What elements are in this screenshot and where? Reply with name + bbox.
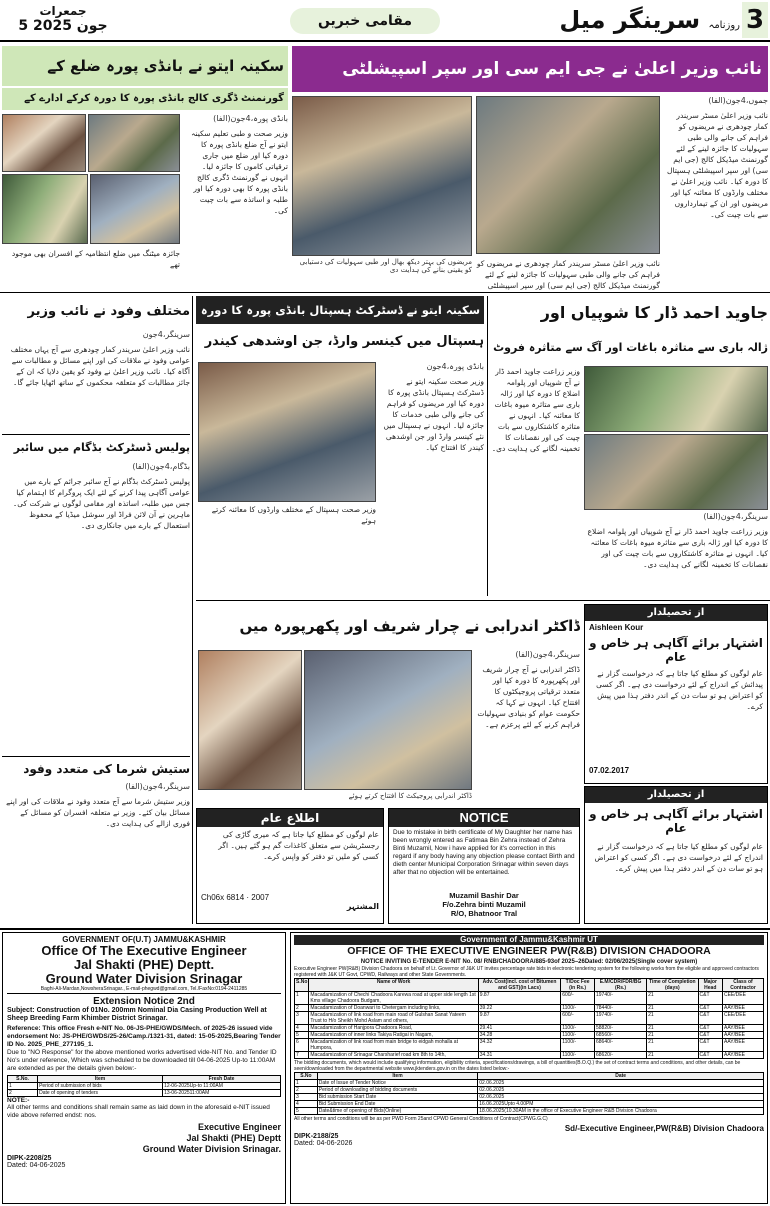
ad-js-table-header-1: Item xyxy=(38,1076,163,1083)
ad-js-table xyxy=(7,1075,281,1097)
ad-pwd-works-cell: 29.41 xyxy=(478,1025,560,1032)
body-police: پولیس ڈسٹرکٹ بڈگام نے آج سائبر جرائم کے بارے میں عوامی آگاہی پیدا کرنے کے لئے ایک پروگرام کا اہتمام کیا جس میں طلبہ، اساتذہ اور مقامی لوگوں نے شرکت کی۔ ماہرین نے آن لائن فراڈ اور سوشل میڈیا کے محفوظ استعمال کے بارے میں جانکاری دی۔ xyxy=(12,477,190,530)
ad-pwd-works-cell: 1100/- xyxy=(561,1005,595,1012)
ad-pwd-dates-cell: 3 xyxy=(295,1094,318,1101)
body-sakina-hospital: وزیر صحت سکینہ ایتو نے ڈسٹرکٹ ہسپتال بانڈی پورہ کا دورہ کیا اور مریضوں کو فراہم کی جانے والی طبی خدمات کا جائزہ لیا۔ انہوں نے ہسپتال میں نئے کینسر وارڈ اور جن اوشدھی کیندر کا افتتاح کیا۔ xyxy=(383,377,484,452)
ad-pwd-works-cell: 6 xyxy=(295,1039,309,1052)
ad-js-office-2: Jal Shakti (PHE) Deptt. xyxy=(73,957,215,972)
caption-deputy-cm: مریضوں کی بہتر دیکھ بھال اور طبی سہولیات کی دستیابی کو یقینی بنانے کی ہدایت دی xyxy=(299,258,472,274)
ad-pwd-dates-cell: 4 xyxy=(295,1101,318,1108)
ad-pwd-dates-cell: Period of downloading of bidding documents xyxy=(317,1087,478,1094)
ad-ittila-ref-no: Ch06x 6814 xyxy=(201,893,245,902)
ad-js-reference-label: Reference: xyxy=(7,1025,41,1032)
table-row xyxy=(295,1080,764,1087)
ad-js-sig-3: Ground Water Division Srinagar. xyxy=(142,1144,281,1154)
issue-date-text: 5 جون 2025 xyxy=(18,18,108,34)
ad-ittila-ref: Ch06x 6814 · 2007 xyxy=(201,893,270,902)
ad-pwd-works-cell: 58820/- xyxy=(594,1025,646,1032)
ad-pwd-chadoora xyxy=(290,932,768,1204)
ad-pwd-works-cell: 21 xyxy=(647,1032,698,1039)
ad-js-reference xyxy=(7,1025,281,1049)
ad-pwd-works-cell: C&T xyxy=(698,1052,722,1059)
ad-pwd-works-header-3: T/Doc Fee (in Rs.) xyxy=(561,979,595,992)
headline-javid-dar: جاوید احمد ڈار کا شوپیاں اور xyxy=(540,303,768,322)
table-row xyxy=(295,1052,764,1059)
photo-sakina-meeting xyxy=(88,114,180,172)
divider-row-1 xyxy=(0,292,770,293)
ad-pwd-works-cell: 3 xyxy=(295,1012,309,1025)
headline-sakina-hospital: سکینہ ایتو نے ڈسٹرکٹ ہسپتال بانڈی پورہ کا دورہ xyxy=(196,296,484,324)
ad-pwd-intro: Executive Engineer PW(R&B) Division Chadoora on behalf of Lt. Governor of J&K UT invites percentage rate bids in electronic tendering system for the following works from the eligible and approved contractors registered with J&K UT Govt, CPWD, Railways and other State Governments. xyxy=(294,966,759,978)
ad-js-gov: GOVERNMENT OF(U.T) JAMMU&KASHMIR xyxy=(62,935,226,944)
divider-col-centre xyxy=(487,296,488,596)
ad-js-notice-title: Extension Notice 2nd xyxy=(93,996,195,1007)
photo-deputy-cm-hospital-ward xyxy=(476,96,660,254)
ad-pwd-works-cell: AAY/BEE xyxy=(722,1005,763,1012)
byline-andrabi: سرینگر،4جون(الفا) xyxy=(515,650,580,659)
ad-pwd-dates-cell: 02.06.2025 xyxy=(478,1094,764,1101)
body-andrabi: ڈاکٹر اندرابی نے آج چرار شریف اور پکھرپورہ کا دورہ کیا اور متعدد ترقیاتی پروجیکٹوں کا افتتاح کیا۔ انہوں نے کہا کہ حکومت عوام کو بنیادی سہولیات فراہم کرنے کے لئے پرعزم ہے۔ xyxy=(477,665,580,729)
ad-pwd-works-cell: AAY/BEE xyxy=(722,1052,763,1059)
ad-pwd-works-cell: 1100/- xyxy=(561,1032,595,1039)
ad-js-table-header-2: Fresh Date xyxy=(163,1076,281,1083)
ad-pwd-dates-header-2: Date xyxy=(478,1073,764,1080)
ad-pwd-dates-cell: Bid submission Start Date xyxy=(317,1094,478,1101)
table-row xyxy=(295,1039,764,1052)
caption-sakina-hospital: وزیر صحت ہسپتال کے مختلف وارڈوں کا معائنہ کرتے ہوئے xyxy=(211,505,376,525)
ad-pwd-works-cell: C&T xyxy=(698,1005,722,1012)
ad-pwd-works-cell: 78440/- xyxy=(594,1005,646,1012)
ad-js-para: Due to "NO Response" for the above mentioned works advertised vide-NIT No. and Tender ID No's under reference, Which was scheduled to be downloaded till 04-06-2025 Up-to 11:00AM are extended as per the details given below:- xyxy=(7,1049,277,1072)
ad-pwd-works-cell: C&T xyxy=(698,1032,722,1039)
headline-deputy-cm-gmc: نائب وزیر اعلیٰ نے جی ایم سی اور سپر اسپیشلٹی xyxy=(292,46,768,92)
ad-pwd-works-header-0: S.No xyxy=(295,979,309,992)
ad-pwd-works-cell: 21 xyxy=(647,1012,698,1025)
ad-tehsil-2-body: عام لوگوں کو مطلع کیا جاتا ہے کہ درخواست گزار نے اندراج کے لئے درخواست دی ہے۔ اگر کسی کو اعتراض ہو تو سات دن کے اندر دفتر ہذا میں پیش کرے۔ xyxy=(594,842,763,873)
ad-notice xyxy=(388,808,580,924)
ad-pwd-works-cell: 21 xyxy=(647,1005,698,1012)
ad-pwd-works-cell: 5 xyxy=(295,1032,309,1039)
table-row xyxy=(295,1032,764,1039)
ad-js-dated: Dated: 04-06-2025 xyxy=(7,1162,66,1169)
ad-pwd-works-cell: 600/- xyxy=(561,1012,595,1025)
ad-pwd-works-table xyxy=(294,978,764,1059)
ad-pwd-works-header-6: Major Head xyxy=(698,979,722,992)
headline-andrabi: ڈاکٹر اندرابی نے چرار شریف اور پکھرپورہ میں xyxy=(239,617,580,635)
ad-pwd-works-cell: 19740/- xyxy=(594,1012,646,1025)
ad-pwd-works-cell: CEE/DEE xyxy=(722,992,763,1005)
ad-pwd-works-cell: AAY/BEE xyxy=(722,1039,763,1052)
body-javid-dar: وزیر زراعت جاوید احمد ڈار نے آج شوپیاں اور پلوامہ اضلاع کا دورہ کیا اور ژالہ باری سے متاثرہ میوہ باغات کا معائنہ کیا۔ انہوں نے متاثرہ کاشتکاروں سے بات چیت کی اور نقصانات کا تخمینہ لگانے کی ہدایت دی۔ xyxy=(491,367,580,453)
ad-js-note: NOTE:- xyxy=(7,1097,30,1104)
issue-day: جمعرات xyxy=(39,4,87,18)
body-deputy-cm: نائب وزیر اعلیٰ مسٹر سریندر کمار چودھری نے مریضوں کو فراہم کی جانے والی طبی سہولیات کا جائزہ لینے کے لئے گورنمنٹ میڈیکل کالج (جی ایم سی) اور سپر اسپیشلٹی ہسپتال کا دورہ کیا۔ نائب وزیر اعلیٰ نے مختلف وارڈوں کا معائنہ کیا اور مریضوں اور ان کے تیمارداروں سے بات چیت کی۔ xyxy=(667,111,768,219)
paper-prefix: روزنامہ xyxy=(708,20,740,31)
ad-js-subject-text: Construction of 01No. 200mm Nominal Dia Casing Production Well at Sheep Breeding Farm Khimber District Srinagar. xyxy=(7,1007,267,1022)
ad-pwd-works-cell: Macadamization of link road from main road of Gulshan Sanat Yateem Trust to H/o Sheikh Mohd Aslam and others, xyxy=(309,1012,478,1025)
ad-pwd-dated: Dated: 04-06-2026 xyxy=(294,1140,353,1147)
byline-javid-dar: سرینگر،4جون(الفا) xyxy=(703,512,768,521)
headline-satish: ستیش شرما کی متعدد وفود xyxy=(2,756,190,780)
ad-tehsil-1-body: عام لوگوں کو مطلع کیا جاتا ہے کہ درخواست گزار نے پیدائش کے اندراج کے لئے درخواست دی ہے۔ اگر کسی کو اعتراض ہو تو سات دن کے اندر دفتر ہذا میں پیش کرے۔ xyxy=(596,669,763,711)
ad-pwd-works-cell: 34.31 xyxy=(478,1052,560,1059)
ad-pwd-works-cell: 21 xyxy=(647,1039,698,1052)
ad-pwd-dipk: DIPK-2188/25 xyxy=(294,1133,339,1140)
issue-date xyxy=(8,4,118,38)
ad-pwd-works-cell: Macadamization of Doanwari to Chetergam including links, xyxy=(309,1005,478,1012)
ad-pwd-works-cell: 19740/- xyxy=(594,992,646,1005)
table-row xyxy=(295,1087,764,1094)
ad-js-table-cell: 1 xyxy=(8,1083,38,1090)
table-row xyxy=(295,1101,764,1108)
paper-name xyxy=(540,2,740,38)
ad-notice-title: NOTICE xyxy=(389,809,579,827)
ad-pwd-dates-cell: Bid Submission End Date xyxy=(317,1101,478,1108)
ad-tehsil-1-name: Aishleen Kour xyxy=(589,623,644,632)
ad-js-sig-1: Executive Engineer xyxy=(197,1122,281,1132)
ad-pwd-works-cell: 2 xyxy=(295,1005,309,1012)
byline-sakina: بانڈی پورہ،4جون(الفا) xyxy=(213,114,288,123)
table-row xyxy=(295,1025,764,1032)
ad-pwd-works-cell: C&T xyxy=(698,1025,722,1032)
ad-pwd-dates-header-1: Item xyxy=(317,1073,478,1080)
photo-sakina-portrait xyxy=(2,114,86,172)
byline-police: بڈگام،4جون(الفا) xyxy=(132,462,190,471)
table-row xyxy=(8,1083,281,1090)
ad-js-address: Baghi-Ali-Mardan,NowsheraSrinagar., E-mail-phegwd@gmail.com, Tel./FaxNo:0194-2411285 xyxy=(7,986,281,994)
ad-js-sig-2: Jal Shakti (PHE) Deptt xyxy=(186,1133,281,1143)
ad-pwd-works-cell: Macadamization of Hanjpora Chadoora Road, xyxy=(309,1025,478,1032)
ad-pwd-works-header-2: Adv. Cost(incl. cost of Bitumen and GST)(in Lacs) xyxy=(478,979,560,992)
table-row xyxy=(295,1012,764,1025)
ad-js-closing: All other terms and conditions shall remain same as laid down in the aforesaid e-NIT issued vide above referred endst: nos. xyxy=(7,1104,270,1119)
ad-js-subject-label: Subject: xyxy=(7,1007,35,1014)
ad-pwd-office: OFFICE OF THE EXECUTIVE ENGINEER PW(R&B) DIVISION CHADOORA xyxy=(347,945,711,957)
ad-pwd-gov: Government of Jammu&Kashmir UT xyxy=(294,935,764,945)
ad-js-table-cell: 2 xyxy=(8,1090,38,1097)
ad-pwd-dates-cell: 02.06.2025 xyxy=(478,1080,764,1087)
ad-pwd-works-cell: 4 xyxy=(295,1025,309,1032)
table-row xyxy=(295,992,764,1005)
ad-pwd-works-cell: C&T xyxy=(698,1039,722,1052)
ad-pwd-dates-cell: 2 xyxy=(295,1087,318,1094)
paper-title: سرینگر میل xyxy=(559,6,701,34)
divider-row-2 xyxy=(196,600,770,601)
caption-sakina: جائزہ میٹنگ میں ضلع انتظامیہ کے افسران بھی موجود تھے xyxy=(11,249,180,269)
ad-pwd-works-header-1: Name of Work xyxy=(309,979,478,992)
ad-pwd-works-cell: Macadamization of inner links Takiya Ratigai in Nagam, xyxy=(309,1032,478,1039)
ad-pwd-works-cell: AAY/BEE xyxy=(722,1025,763,1032)
byline-satish: سرینگر،4جون(الفا) xyxy=(125,782,190,791)
section-label: مقامی خبریں xyxy=(290,8,440,34)
ad-tehsil-1-date: 07.02.2017 xyxy=(589,766,630,775)
ad-pwd-dates-cell: Date of Issue of Tender Notice xyxy=(317,1080,478,1087)
photo-fruit-mandi xyxy=(584,434,768,510)
subhead-cancer-ward: ہسپتال میں کینسر وارڈ، جن اوشدھی کیندر xyxy=(204,334,484,349)
ad-js-subject xyxy=(7,1007,281,1023)
ad-pwd-dates-cell: Date&time of opening of Bids(Online) xyxy=(317,1108,478,1115)
ad-pwd-works-cell: 68560/- xyxy=(594,1032,646,1039)
ad-ittila-signatory: المشتہر xyxy=(346,902,379,911)
ad-pwd-nit: NOTICE INVITING E-TENDER E-NIT No. 08/ RNB/CHADOORA/885-93of 2025–26Dated: 02/06/2025(Single cover system) xyxy=(360,959,698,965)
ad-js-table-cell: 13-06-202511:00AM xyxy=(163,1090,281,1097)
ad-js-office-3: Ground Water Division Srinagar xyxy=(45,971,243,986)
ad-ittila-year: 2007 xyxy=(251,893,270,902)
ad-pwd-works-cell: 1100/- xyxy=(561,1052,595,1059)
photo-hospital-visit xyxy=(198,362,376,502)
photo-andrabi-elders xyxy=(198,650,302,790)
ad-tehsil-2-header: از تحصیلدار xyxy=(585,787,767,803)
ad-pwd-works-cell: 7 xyxy=(295,1052,309,1059)
ad-pwd-works-cell: 39.22 xyxy=(478,1005,560,1012)
ad-pwd-works-cell: 34.28 xyxy=(478,1032,560,1039)
ad-pwd-works-cell: 1100/- xyxy=(561,1039,595,1052)
ad-pwd-footer: All other terms and conditions will be as per PWD Form 25and CPWD General Conditions of Contract(CPWG.G.C) xyxy=(294,1116,548,1122)
table-row xyxy=(295,1094,764,1101)
photo-andrabi-inauguration xyxy=(304,650,472,790)
ad-pwd-works-cell: C&T xyxy=(698,1012,722,1025)
byline-delegations: سرینگر،4جون xyxy=(142,330,190,339)
masthead xyxy=(0,0,770,42)
ad-pwd-dates-cell: 5 xyxy=(295,1108,318,1115)
photo-sakina-classroom xyxy=(2,174,88,244)
ad-pwd-works-cell: 9.87 xyxy=(478,992,560,1005)
ad-pwd-sig: Sd/-Executive Engineer,PW(R&B) Division Chadoora xyxy=(564,1124,764,1133)
ad-pwd-dates-cell: 16.06.2025Upto 4.00PM xyxy=(478,1101,764,1108)
ad-tehsil-1 xyxy=(584,604,768,784)
ad-js-office-1: Office Of The Executive Engineer xyxy=(41,943,247,958)
photo-orchard-visit xyxy=(584,366,768,432)
headline-sakina-bandipora: سکینہ ایتو نے بانڈی پورہ ضلع کے xyxy=(2,46,288,86)
ad-pwd-dates-table xyxy=(294,1072,764,1115)
ad-pwd-works-cell: 21 xyxy=(647,992,698,1005)
table-row xyxy=(295,1108,764,1115)
ad-ittila-aam xyxy=(196,808,384,924)
body-deputy-cm-cont: نائب وزیر اعلیٰ مسٹر سریندر کمار چودھری نے مریضوں کو فراہم کی جانے والی طبی سہولیات کا جائزہ لینے کے لئے گورنمنٹ میڈیکل کالج (جی ایم سی) اور سپر اسپیشلٹی xyxy=(476,259,660,290)
divider-col-left xyxy=(192,296,193,924)
ad-tehsil-2 xyxy=(584,786,768,924)
ad-notice-sig-2: F/o.Zehra binti Muzamil xyxy=(442,900,526,909)
ad-pwd-works-header-7: Class of Contractor xyxy=(722,979,763,992)
ad-pwd-works-cell: C&T xyxy=(698,992,722,1005)
ad-pwd-works-cell: 34.32 xyxy=(478,1039,560,1052)
ad-pwd-works-cell: 68620/- xyxy=(594,1052,646,1059)
ad-js-table-header-0: S.No. xyxy=(8,1076,38,1083)
caption-andrabi: ڈاکٹر اندرابی پروجیکٹ کا افتتاح کرتے ہوئے xyxy=(348,792,472,800)
ad-js-table-cell: 12-06-2025Up-to 11:00AM xyxy=(163,1083,281,1090)
ad-pwd-works-cell: 600/- xyxy=(561,992,595,1005)
ad-pwd-works-cell: Macadamization of Chechi Chadoora Karewa road at upper side length 1st Kms village Chadoora Budgam, xyxy=(309,992,478,1005)
ad-pwd-works-cell: 1 xyxy=(295,992,309,1005)
table-row xyxy=(8,1090,281,1097)
photo-deputy-cm-patients xyxy=(292,96,472,256)
ad-ittila-body: عام لوگوں کو مطلع کیا جاتا ہے کہ میری گاڑی کی رجسٹریشن سے متعلق کاغذات گم ہو گئے ہیں۔ اگر کسی کو ملیں تو دفتر کو واپس کرے۔ xyxy=(218,830,379,861)
ad-pwd-works-cell: 68640/- xyxy=(594,1039,646,1052)
ad-tehsil-1-header: از تحصیلدار xyxy=(585,605,767,621)
ad-notice-sig-1: Muzamil Bashir Dar xyxy=(449,891,519,900)
ad-pwd-works-cell: 21 xyxy=(647,1025,698,1032)
ad-jal-shakti xyxy=(2,932,286,1204)
ad-tehsil-1-title: اشتہار برائے آگاہی ہر خاص و عام xyxy=(589,636,763,664)
headline-police-cyber: پولیس ڈسٹرکٹ بڈگام میں سائبر xyxy=(2,434,190,460)
body-javid-dar-cont: وزیر زراعت جاوید احمد ڈار نے آج شوپیاں اور پلوامہ اضلاع کا دورہ کیا اور ژالہ باری سے متاثرہ میوہ باغات کا معائنہ کیا۔ انہوں نے متاثرہ کاشتکاروں سے بات چیت کی اور نقصانات کا تخمینہ لگانے کی ہدایت دی۔ xyxy=(587,527,768,569)
ad-ittila-title: اطلاع عام xyxy=(197,809,383,827)
ad-pwd-works-cell: Macadamization of Srinagar Charsharief road km 8th to 14th, xyxy=(309,1052,478,1059)
ad-pwd-works-header-4: E.M/CDR/FDR/BG (Rs.) xyxy=(594,979,646,992)
table-row xyxy=(295,1005,764,1012)
ad-pwd-dates-cell: 1 xyxy=(295,1080,318,1087)
ad-pwd-terms: The bidding documents, which would include qualifying information, eligibility criteria, specifications/drawings, a bill of quantities(B.O.Q.) the set of contract terms and conditions, and other details, can be seen/downloaded from the departmental website www.jktenders.gov.in on the dates listed below:- xyxy=(294,1060,741,1072)
body-sakina: وزیر صحت و طبی تعلیم سکینہ ایتو نے آج ضلع بانڈی پورہ کا دورہ کیا اور ضلع میں جاری ترقیاتی کاموں کا جائزہ لیا۔ انہوں نے گورنمنٹ ڈگری کالج بانڈی پورہ کا بھی دورہ کیا اور طلبہ و اساتذہ سے بات چیت کی۔ xyxy=(191,129,288,215)
ad-js-dipk: DIPK-2208/25 xyxy=(7,1155,52,1162)
ad-js-reference-text: This office Fresh e-NIT No. 06-JS-PHE/GWDS/Mech. of 2025-26 issued vide endorsement No: JS-PHE/GWDS/25-26/Camp./1321-31, dated: 15-05-2025,Bearing Tender ID No. 2025_PHE_277195_1. xyxy=(7,1025,281,1048)
byline-deputy-cm: جموں،4جون(الفا) xyxy=(708,96,768,105)
ad-pwd-works-cell: 21 xyxy=(647,1052,698,1059)
ad-pwd-works-cell: 1100/- xyxy=(561,1025,595,1032)
ad-js-table-cell: Date of opening of tenders xyxy=(38,1090,163,1097)
divider-ads xyxy=(0,928,770,930)
ad-notice-sig-3: R/O, Bhatnoor Tral xyxy=(450,909,518,918)
ad-notice-body: Due to mistake in birth certificate of My Daughter her name has been wrongly entered as Fatimaa Bin Zehra instead of Zehra Binti Muzamil, Now i have applied for it's correction in this regard if any body having any objection please contact Birth and dieth center Municipal Corporation Srinagar within seven days after that no objection will be entertained. xyxy=(393,829,575,876)
ad-js-table-cell: Period of submission of bids xyxy=(38,1083,163,1090)
subhead-sakina-college: گورنمنٹ ڈگری کالج بانڈی پورہ کا دورہ کرکے ادارے کے xyxy=(2,88,288,110)
photo-sakina-students xyxy=(90,174,180,244)
body-delegations: نائب وزیر اعلیٰ سریندر کمار چودھری سے آج یہاں مختلف عوامی وفود نے ملاقات کی اور اپنے مسائل و مطالبات سے آگاہ کیا۔ نائب وزیر اعلیٰ نے وفود کو یقین دلایا کہ ان کے جائز مطالبات کو متعلقہ محکموں کے ساتھ اٹھایا جائے گا۔ xyxy=(10,345,190,387)
ad-pwd-dates-header-0: S.No xyxy=(295,1073,318,1080)
byline-sakina-hospital: بانڈی پورہ،4جون xyxy=(426,362,484,371)
headline-delegations: مختلف وفود نے نائب وزیر xyxy=(27,304,190,319)
ad-pwd-works-cell: CEE/DEE xyxy=(722,1012,763,1025)
ad-pwd-works-cell: Macadamization of link road from main bridge to eidgah mohalla at Humpora, xyxy=(309,1039,478,1052)
ad-tehsil-2-title: اشتہار برائے آگاہی ہر خاص و عام xyxy=(589,807,763,835)
body-satish: وزیر ستیش شرما سے آج متعدد وفود نے ملاقات کی اور اپنے مسائل بیان کئے۔ وزیر نے متعلقہ افسران کو مسائل کے فوری ازالے کی ہدایت دی۔ xyxy=(6,797,190,828)
ad-pwd-works-header-5: Time of Completion (days) xyxy=(647,979,698,992)
ad-pwd-dates-cell: 02.06.2025 xyxy=(478,1087,764,1094)
subhead-hailstorm: ژالہ باری سے متاثرہ باغات اور آگ سے متاثرہ فروٹ xyxy=(493,341,768,354)
ad-pwd-works-cell: 9.87 xyxy=(478,1012,560,1025)
ad-pwd-works-cell: AAY/BEE xyxy=(722,1032,763,1039)
ad-pwd-dates-cell: 18.06.2025(10.30AM in the office of Executive Engineer R&B Division Chadoora xyxy=(478,1108,764,1115)
page-number: 3 xyxy=(742,2,768,38)
